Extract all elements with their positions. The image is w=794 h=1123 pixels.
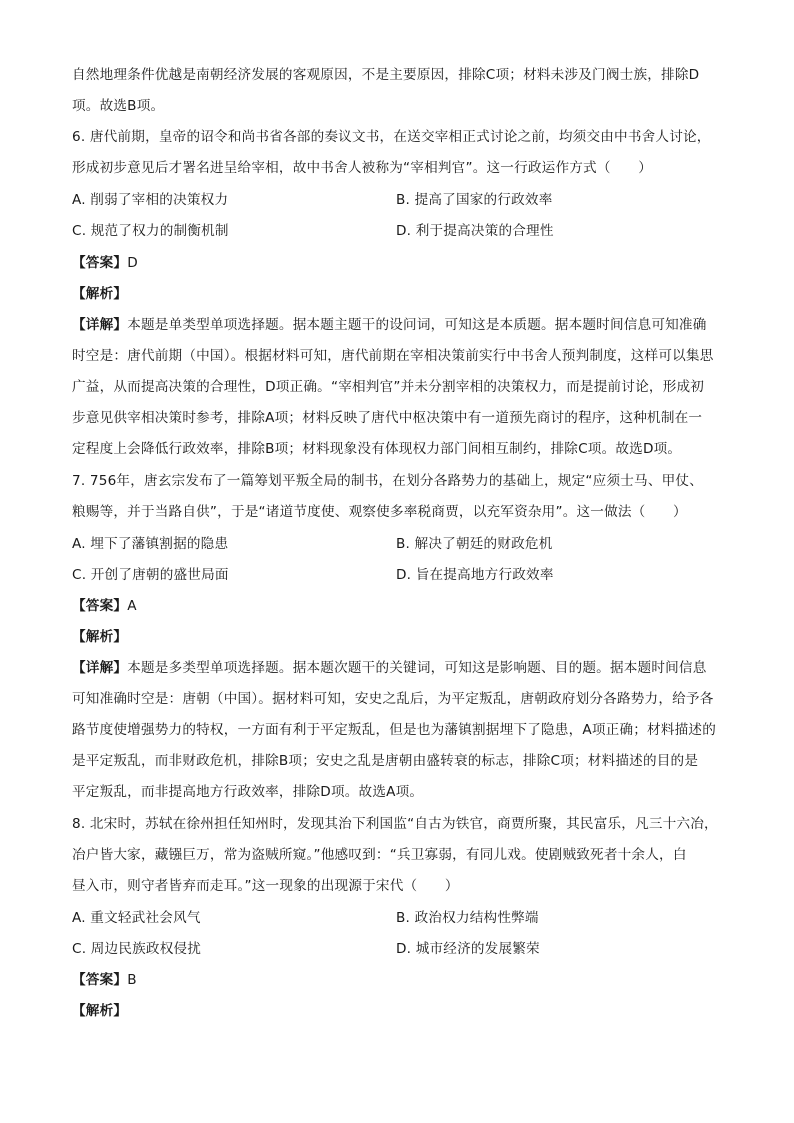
text-line: 自然地理条件优越是南朝经济发展的客观原因，不是主要原因，排除C项；材料未涉及门阀士族，排除D [72,67,700,83]
explanation-line: 广益，从而提高决策的合理性，D项正确。“宰相判官”并未分割宰相的决策权力，而是提前讨论，形成初 [72,379,705,395]
answer-label: 【答案】 [72,972,128,988]
question-8-stem: 8. 北宋时，苏轼在徐州担任知州时，发现其治下利国监“自古为铁官，商贾所聚，其民富乐，凡三十六冶， [72,816,718,832]
explanation-line: 可知准确时空是：唐朝（中国）。据材料可知，安史之乱后，为平定叛乱，唐朝政府划分各路势力，给予各 [72,691,714,707]
explanation-line: 平定叛乱，而非提高地方行政效率，排除D项。故选A项。 [72,784,424,800]
explanation-line: 时空是：唐代前期（中国）。根据材料可知，唐代前期在宰相决策前实行中书舍人预判制度，这样可以集思 [72,348,714,364]
question-7-stem: 粮赐等，并于当路自供”，于是“诸道节度使、观察使多率税商贾，以充军资杂用”。这一做法（ ） [72,504,687,520]
question-6-option-d: D. 利于提高决策的合理性 [396,223,554,239]
question-7-option-c: C. 开创了唐朝的盛世局面 [72,567,229,583]
question-8-option-b: B. 政治权力结构性弊端 [396,910,539,926]
explanation-text: 本题是多类型单项选择题。据本题次题干的关键词，可知这是影响题、目的题。据本题时间信息 [127,660,707,676]
explanation-line: 路节度使增强势力的特权，一方面有利于平定叛乱，但是也为藩镇割据埋下了隐患，A项正确；材料描述的 [72,722,717,738]
question-8-answer [72,965,137,996]
question-8-stem: 昼入市，则守者皆弃而走耳。”这一现象的出现源于宋代（ ） [72,878,459,894]
question-6-stem: 形成初步意见后才署名进呈给宰相，故中书舍人被称为“宰相判官”。这一行政运作方式（ ） [72,160,653,176]
answer-value: D [127,255,138,271]
question-8-option-a: A. 重文轻武社会风气 [72,910,201,926]
question-8-option-c: C. 周边民族政权侵扰 [72,941,202,957]
question-6-answer [72,248,138,279]
explanation-line: 步意见供宰相决策时参考，排除A项；材料反映了唐代中枢决策中有一道预先商讨的程序，这种机制在一 [72,410,703,426]
analysis-label: 【解析】 [72,286,128,302]
detail-label: 【详解】 [72,660,128,676]
question-7-answer [72,591,137,622]
question-7-stem: 7. 756年，唐玄宗发布了一篇筹划平叛全局的制书，在划分各路势力的基础上，规定“应须士马、甲仗、 [72,473,704,489]
question-7-explanation [72,653,707,684]
explanation-line: 定程度上会降低行政效率，排除B项；材料现象没有体现权力部门间相互制约，排除C项。故选D项。 [72,441,682,457]
question-7-option-a: A. 埋下了藩镇割据的隐患 [72,536,229,552]
detail-label: 【详解】 [72,317,128,333]
question-6-option-c: C. 规范了权力的制衡机制 [72,223,229,239]
answer-label: 【答案】 [72,255,128,271]
analysis-label: 【解析】 [72,1003,128,1019]
question-8-option-d: D. 城市经济的发展繁荣 [396,941,540,957]
answer-value: A [127,598,137,614]
question-6-option-a: A. 削弱了宰相的决策权力 [72,192,229,208]
answer-value: B [127,972,137,988]
answer-label: 【答案】 [72,598,128,614]
question-6-explanation [72,310,707,341]
question-6-stem: 6. 唐代前期，皇帝的诏令和尚书省各部的奏议文书，在送交宰相正式讨论之前，均须交由中书舍人讨论， [72,129,711,145]
question-7-option-d: D. 旨在提高地方行政效率 [396,567,554,583]
question-8-stem: 冶户皆大家，藏镪巨万，常为盗贼所窥。”他感叹到：“兵卫寡弱，有同儿戏。使剧贼致死者十余人，白 [72,847,687,863]
question-6-option-b: B. 提高了国家的行政效率 [396,192,553,208]
explanation-text: 本题是单类型单项选择题。据本题主题干的设问词，可知这是本质题。据本题时间信息可知准确 [127,317,707,333]
question-7-option-b: B. 解决了朝廷的财政危机 [396,536,553,552]
explanation-line: 是平定叛乱，而非财政危机，排除B项；安史之乱是唐朝由盛转衰的标志，排除C项；材料描述的目的是 [72,753,699,769]
analysis-label: 【解析】 [72,629,128,645]
text-line: 项。故选B项。 [72,98,165,114]
